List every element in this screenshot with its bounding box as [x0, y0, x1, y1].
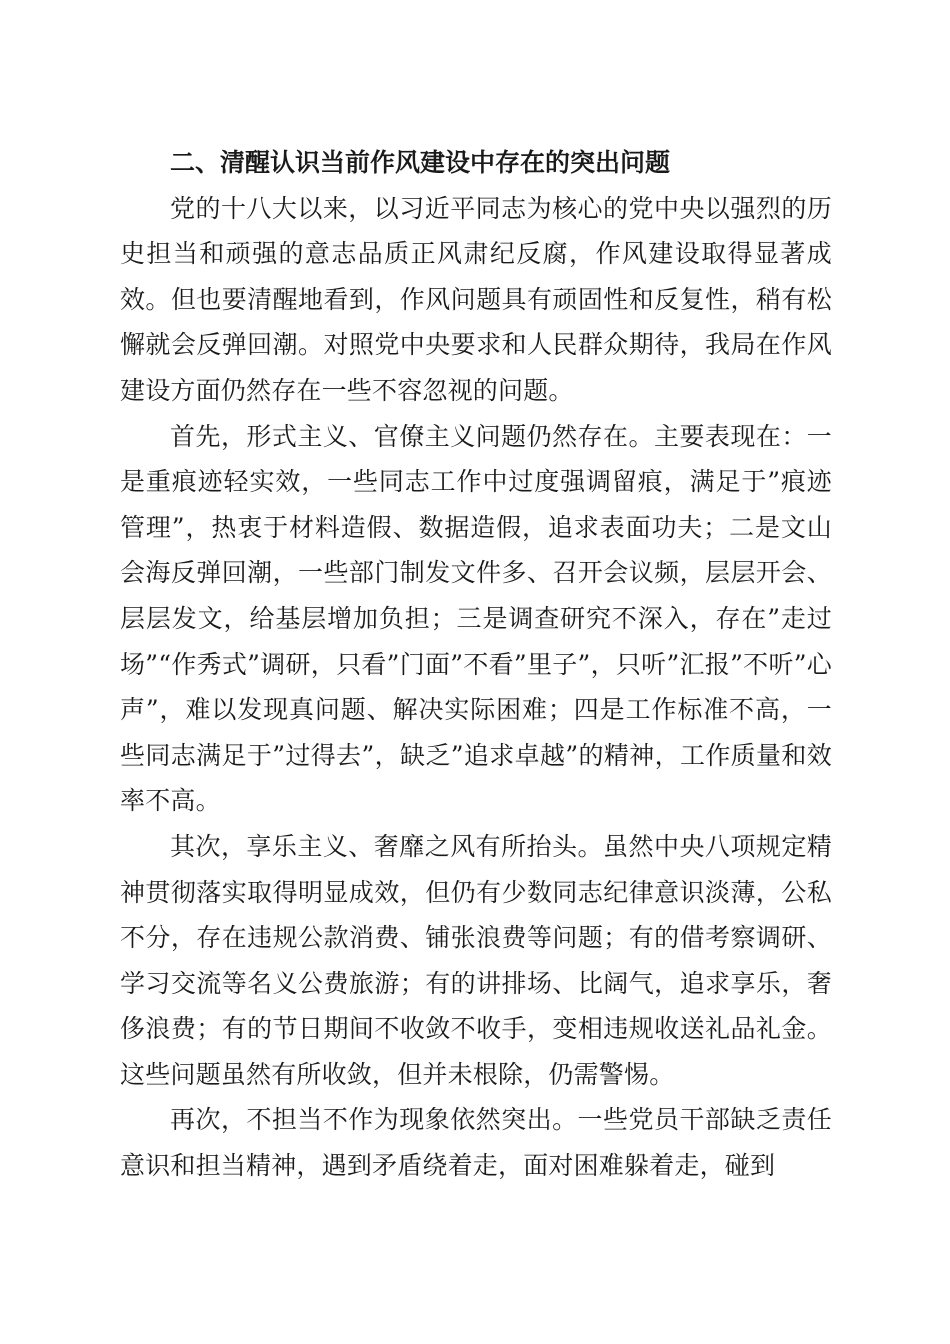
paragraph-intro: 党的十八大以来，以习近平同志为核心的党中央以强烈的历史担当和顽强的意志品质正风肃纪反腐，作风建设取得显著成效。但也要清醒地看到，作风问题具有顽固性和反复性，稍有松懈就会反弹回潮。对照党中央要求和人民群众期待，我局在作风建设方面仍然存在一些不容忽视的问题。	[120, 193, 832, 405]
section-heading: 二、清醒认识当前作风建设中存在的突出问题	[170, 148, 671, 177]
paragraph-hedonism: 其次，享乐主义、奢靡之风有所抬头。虽然中央八项规定精神贯彻落实取得明显成效，但仍有少数同志纪律意识淡薄，公私不分，存在违规公款消费、铺张浪费等问题；有的借考察调研、学习交流等名义公费旅游；有的讲排场、比阔气，追求享乐，奢侈浪费；有的节日期间不收敛不收手，变相违规收送礼品礼金。这些问题虽然有所收敛，但并未根除，仍需警惕。	[120, 831, 832, 1089]
document-body	[120, 140, 832, 1189]
paragraph-inaction: 再次，不担当不作为现象依然突出。一些党员干部缺乏责任意识和担当精神，遇到矛盾绕着走，面对困难躲着走，碰到	[120, 1105, 832, 1181]
paragraph-formalism: 首先，形式主义、官僚主义问题仍然存在。主要表现在：一是重痕迹轻实效，一些同志工作中过度强调留痕，满足于”痕迹管理”，热衷于材料造假、数据造假，追求表面功夫；二是文山会海反弹回潮，一些部门制发文件多、召开会议频，层层开会、层层发文，给基层增加负担；三是调查研究不深入，存在”走过场”“作秀式”调研，只看”门面”不看”里子”，只听”汇报”不听”心声”，难以发现真问题、解决实际困难；四是工作标准不高，一些同志满足于”过得去”，缺乏”追求卓越”的精神，工作质量和效率不高。	[120, 421, 832, 816]
